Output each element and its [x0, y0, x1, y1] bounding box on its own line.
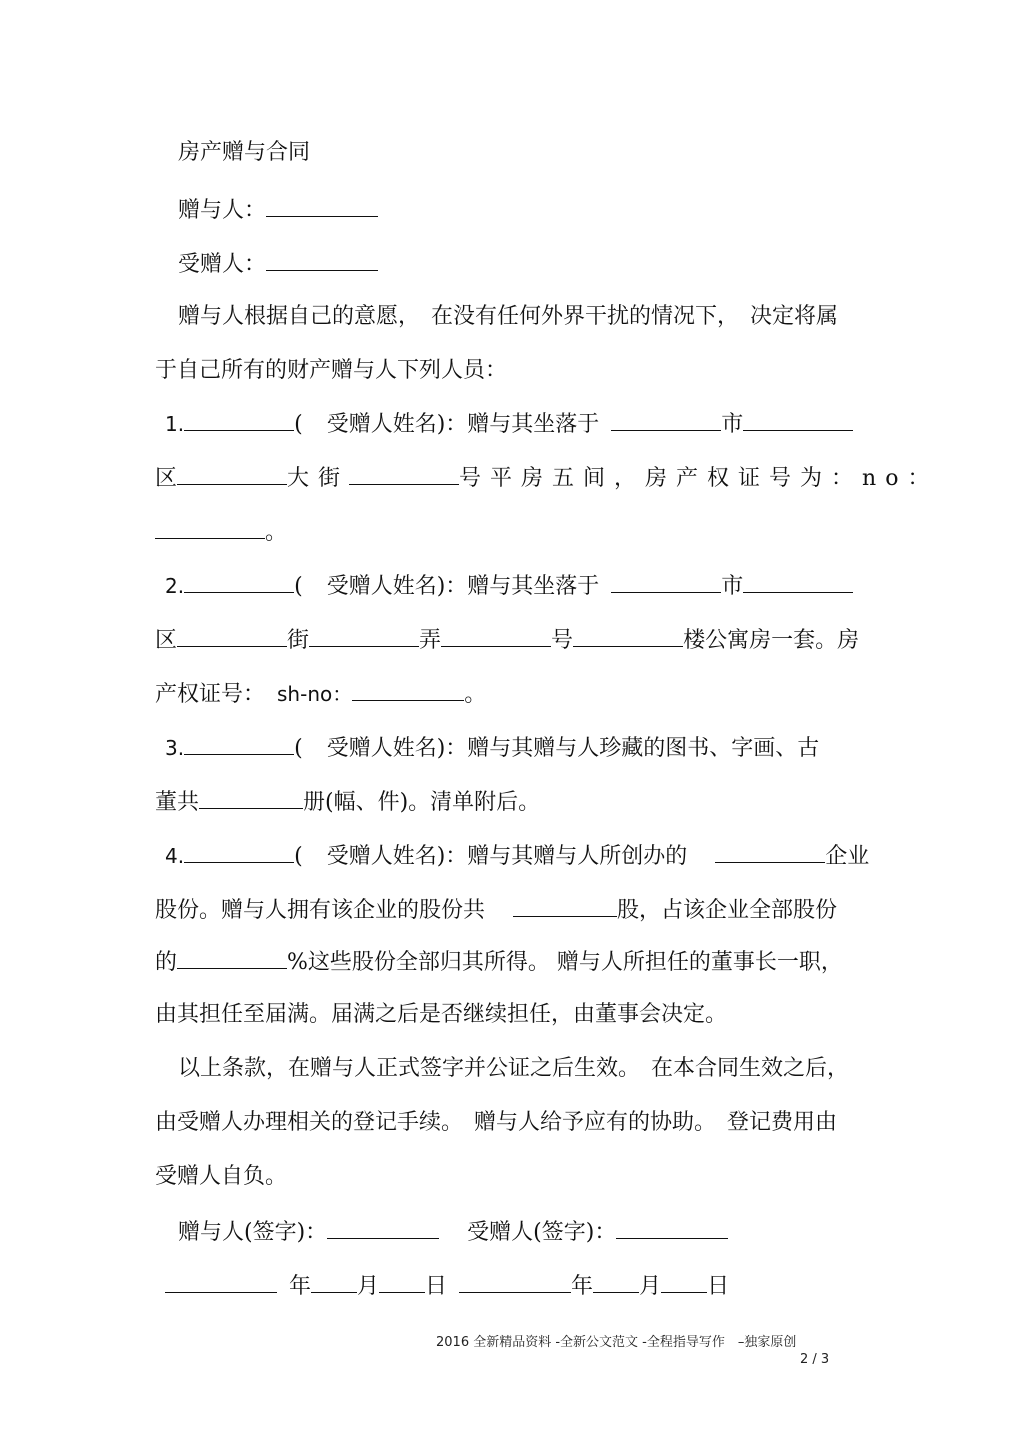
- item1-city-blank: [611, 408, 721, 431]
- item2-building: 楼公寓房一套。房: [683, 628, 860, 653]
- footer-text: 2016 全新精品资料 -全新公文范文 -全程指导写作 –独家原创: [436, 1335, 797, 1350]
- item2-cert-label: 产权证号：: [155, 682, 266, 707]
- item2-line-1: [165, 570, 885, 602]
- item1-label: 受赠人姓名: [326, 412, 437, 437]
- item2-building-blank: [573, 624, 683, 647]
- item2-paren-open: (: [294, 574, 303, 599]
- item3-label: 受赠人姓名: [326, 736, 437, 761]
- item4-label: 受赠人姓名: [326, 844, 437, 869]
- document-title: 房产赠与合同: [178, 140, 311, 165]
- item2-district-blank: [743, 570, 853, 593]
- donee-month: 月: [639, 1274, 662, 1299]
- donee-line: [178, 248, 898, 280]
- item2-street-blank: [177, 624, 287, 647]
- item4-line-4: 由其担任至届满。届满之后是否继续担任，由董事会决定。: [155, 1002, 728, 1027]
- terms-line-3: 受赠人自负。: [155, 1164, 288, 1189]
- item3-number: 3.: [165, 736, 185, 760]
- donee-day: 日: [707, 1274, 730, 1299]
- item3-count-blank: [199, 786, 303, 809]
- item4-percent-blank: [177, 946, 287, 969]
- item4-percent-label: 的: [155, 950, 178, 975]
- donor-signature-blank: [327, 1216, 439, 1239]
- terms-line-2: 由受赠人办理相关的登记手续。 赠与人给予应有的协助。 登记费用由: [155, 1110, 838, 1135]
- intro-line-1: 赠与人根据自己的意愿， 在没有任何外界干扰的情况下， 决定将属: [178, 304, 839, 329]
- item2-number: 2.: [165, 574, 185, 598]
- item1-district: 区: [155, 466, 178, 491]
- terms-line-1: 以上条款，在赠与人正式签字并公证之后生效。 在本合同生效之后，: [178, 1056, 850, 1081]
- donor-line: [178, 194, 898, 226]
- item1-city: 市: [721, 412, 744, 437]
- item1-paren-open: (: [294, 412, 303, 437]
- item4-number: 4.: [165, 844, 185, 868]
- item4-text: )：赠与其赠与人所创办的: [436, 844, 688, 869]
- item2-label: 受赠人姓名: [326, 574, 437, 599]
- item2-line-2: [155, 624, 875, 656]
- item4-shares-label: 股份。赠与人拥有该企业的股份共: [155, 898, 486, 923]
- donee-label: 受赠人：: [178, 252, 267, 277]
- donor-blank: [266, 194, 378, 217]
- item3-name-blank: [184, 732, 294, 755]
- item4-paren-open: (: [294, 844, 303, 869]
- item3-line-1: [165, 732, 885, 764]
- donee-day-blank: [661, 1270, 707, 1293]
- donor-month: 月: [357, 1274, 380, 1299]
- item2-no: 号: [551, 628, 574, 653]
- donee-month-blank: [593, 1270, 639, 1293]
- donor-signature-label: 赠与人(签字)：: [178, 1220, 328, 1245]
- signature-line: [178, 1216, 898, 1248]
- item1-number: 1.: [165, 412, 185, 436]
- item4-company: 企业: [825, 844, 870, 869]
- donor-label: 赠与人：: [178, 198, 267, 223]
- item4-line-3: [155, 946, 875, 978]
- item1-number-blank: [349, 462, 459, 485]
- intro-line-2: 于自己所有的财产赠与人下列人员：: [155, 358, 508, 383]
- item3-unit: 册(幅、件)。清单附后。: [303, 790, 541, 815]
- item4-company-blank: [715, 840, 825, 863]
- item2-cert-prefix: sh-no：: [277, 682, 353, 706]
- item1-line-1: [165, 408, 885, 440]
- item4-line-1: [165, 840, 885, 872]
- item3-count-label: 董共: [155, 790, 200, 815]
- donor-day-blank: [379, 1270, 425, 1293]
- item2-city: 市: [721, 574, 744, 599]
- item1-street-blank: [177, 462, 287, 485]
- item1-name-blank: [184, 408, 294, 431]
- item2-street: 街: [287, 628, 310, 653]
- item2-end: 。: [464, 682, 487, 707]
- item1-cert: 号平房五间，房产权证号为：no：: [459, 466, 939, 491]
- donee-signature-blank: [616, 1216, 728, 1239]
- item2-cert-blank: [352, 678, 464, 701]
- item2-lane-blank: [309, 624, 419, 647]
- item1-end: 。: [265, 520, 288, 545]
- item4-shares-text: 股，占该企业全部股份: [617, 898, 838, 923]
- item2-line-3: [155, 678, 875, 710]
- item1-line-3: [155, 516, 875, 548]
- item4-line-2: [155, 894, 875, 926]
- donee-year: 年: [571, 1274, 594, 1299]
- item4-percent-text: %这些股份全部归其所得。 赠与人所担任的董事长一职，: [287, 950, 843, 975]
- donee-year-blank: [459, 1270, 571, 1293]
- item1-street: 大街: [287, 466, 350, 491]
- item1-cert-blank: [155, 516, 265, 539]
- donor-day: 日: [425, 1274, 448, 1299]
- item2-lane: 弄: [419, 628, 442, 653]
- item2-no-blank: [441, 624, 551, 647]
- item2-name-blank: [184, 570, 294, 593]
- item2-city-blank: [611, 570, 721, 593]
- item1-district-blank: [743, 408, 853, 431]
- item3-paren-open: (: [294, 736, 303, 761]
- item3-line-2: [155, 786, 875, 818]
- item1-line-2: [155, 462, 939, 494]
- date-line: [165, 1270, 885, 1302]
- donor-year-blank: [165, 1270, 277, 1293]
- item2-text: )：赠与其坐落于: [436, 574, 600, 599]
- item1-text: )：赠与其坐落于: [436, 412, 600, 437]
- item4-shares-blank: [513, 894, 617, 917]
- donor-year: 年: [289, 1274, 312, 1299]
- donee-blank: [266, 248, 378, 271]
- item2-district: 区: [155, 628, 178, 653]
- donor-month-blank: [311, 1270, 357, 1293]
- donee-signature-label: 受赠人(签字)：: [467, 1220, 617, 1245]
- item4-name-blank: [184, 840, 294, 863]
- item3-text: )：赠与其赠与人珍藏的图书、字画、古: [436, 736, 820, 761]
- page-number: 2 / 3: [800, 1352, 830, 1367]
